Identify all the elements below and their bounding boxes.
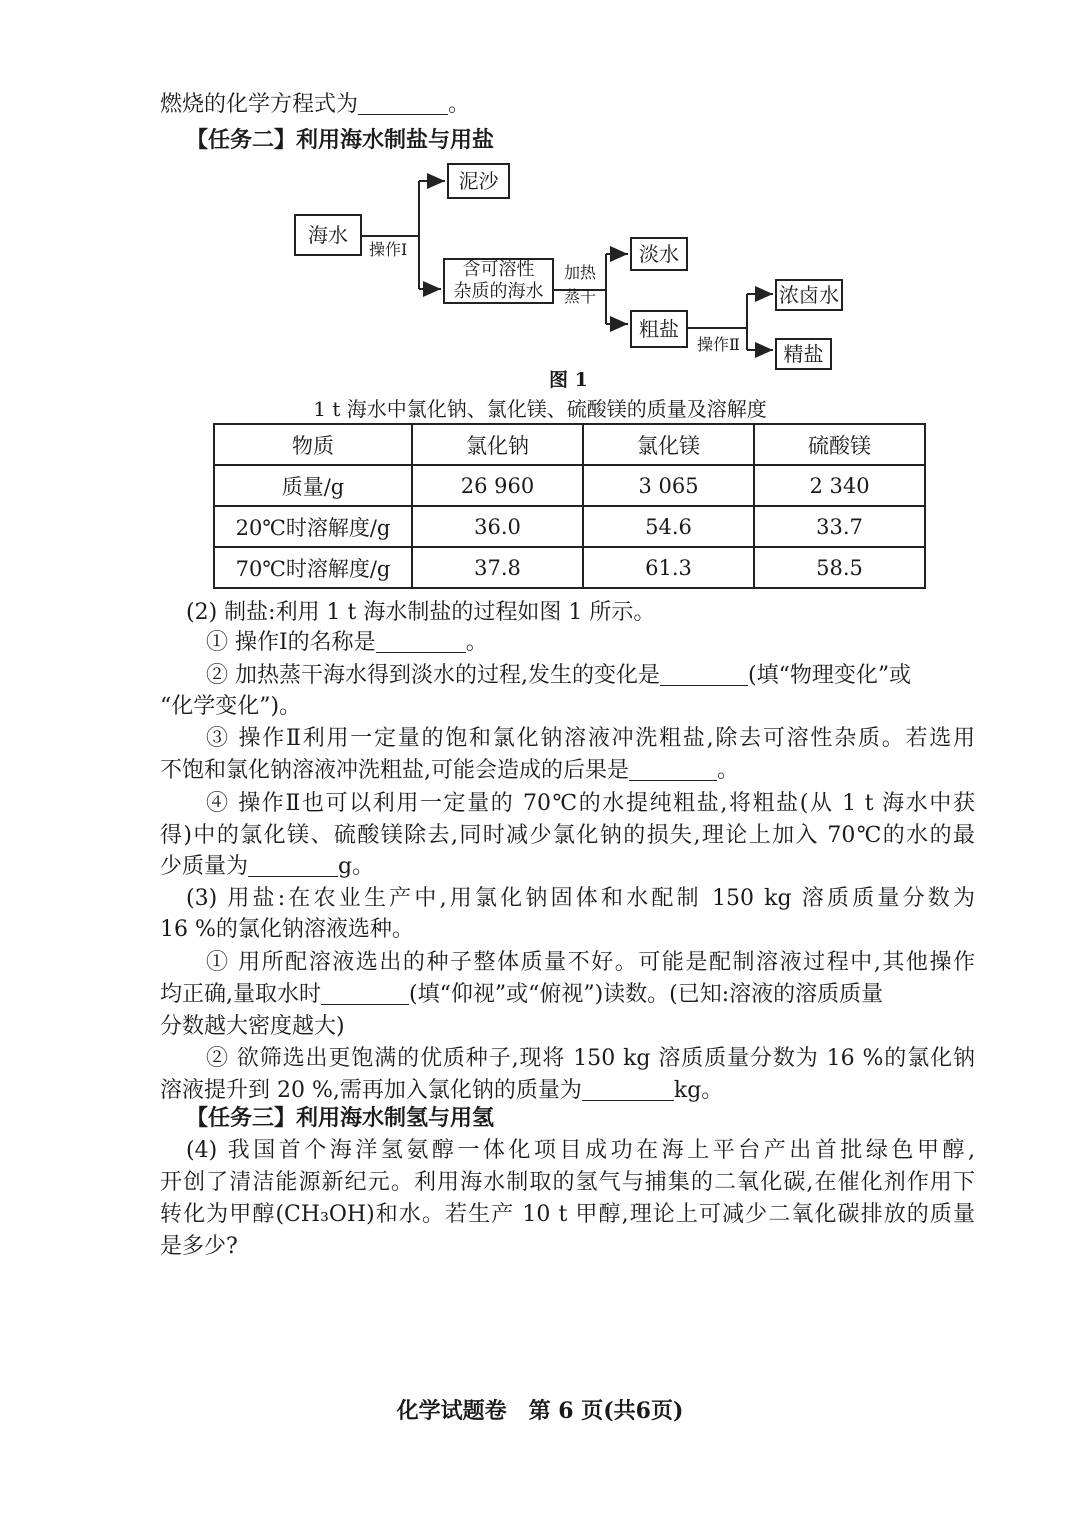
q2-sub1: ① 操作Ⅰ的名称是 。 [206, 630, 488, 655]
label-heat: 加热 [564, 263, 597, 282]
node-refined-salt: 精盐 [775, 338, 832, 370]
page-footer: 化学试题卷 第 6 页(共6页) [396, 1398, 684, 1424]
label-evaporate: 蒸干 [564, 287, 597, 306]
intro-line: 燃烧的化学方程式为 。 [160, 92, 471, 117]
table-cell: 33.7 [754, 506, 925, 547]
q4-line4: 是多少? [160, 1234, 238, 1259]
flowchart-connectors [0, 0, 1080, 380]
table-title: 1 t 海水中氯化钠、氯化镁、硫酸镁的质量及溶解度 [313, 397, 767, 421]
table-header-cell: 氯化钠 [412, 424, 583, 465]
table-row [214, 547, 925, 588]
label-operation-2: 操作Ⅱ [697, 335, 740, 354]
q4-line3: 转化为甲醇(CH₃OH)和水。若生产 10 t 甲醇,理论上可减少二氧化碳排放的质量 [160, 1202, 975, 1227]
task2-heading: 【任务二】利用海水制盐与用盐 [186, 127, 495, 153]
node-freshwater: 淡水 [630, 237, 688, 271]
q4-line2: 开创了清洁能源新纪元。利用海水制取的氢气与捕集的二氧化碳,在催化剂作用下 [160, 1170, 975, 1195]
node-mud: 泥沙 [447, 163, 510, 199]
table-cell: 61.3 [583, 547, 754, 588]
node-impure-seawater: 含可溶性 杂质的海水 [443, 258, 554, 304]
node-crude-salt: 粗盐 [630, 310, 688, 348]
q3-line1: (3) 用盐:在农业生产中,用氯化钠固体和水配制 150 kg 溶质质量分数为 [186, 886, 975, 911]
q2-sub4-line1: ④ 操作Ⅱ也可以利用一定量的 70℃的水提纯粗盐,将粗盐(从 1 t 海水中获 [206, 791, 975, 816]
label-operation-1: 操作Ⅰ [369, 240, 408, 259]
q2-sub4-line3: 少质量为 g。 [160, 854, 375, 879]
table-cell: 26 960 [412, 465, 583, 506]
answer-blank[interactable] [248, 854, 338, 877]
q3-sub2-line1: ② 欲筛选出更饱满的优质种子,现将 150 kg 溶质质量分数为 16 %的氯化钠 [206, 1046, 975, 1071]
table-cell: 37.8 [412, 547, 583, 588]
table-cell: 36.0 [412, 506, 583, 547]
table-header-cell: 硫酸镁 [754, 424, 925, 465]
table-cell: 20℃时溶解度/g [214, 506, 412, 547]
q2-intro: (2) 制盐:利用 1 t 海水制盐的过程如图 1 所示。 [186, 600, 656, 625]
q2-sub2-cont: “化学变化”)。 [160, 694, 302, 719]
q4-line1: (4) 我国首个海洋氢氨醇一体化项目成功在海上平台产出首批绿色甲醇, [186, 1138, 975, 1163]
node-seawater: 海水 [294, 214, 362, 256]
table-row [214, 506, 925, 547]
node-brine: 浓卤水 [775, 279, 843, 311]
q2-sub4-line2: 得)中的氯化镁、硫酸镁除去,同时减少氯化钠的损失,理论上加入 70℃的水的最 [160, 823, 975, 848]
table-cell: 3 065 [583, 465, 754, 506]
answer-blank[interactable] [321, 982, 409, 1005]
answer-blank[interactable] [376, 630, 466, 653]
task3-heading: 【任务三】利用海水制氢与用氢 [186, 1105, 495, 1131]
q2-sub3-line2: 不饱和氯化钠溶液冲洗粗盐,可能会造成的后果是 。 [160, 758, 740, 783]
answer-blank[interactable] [660, 663, 748, 686]
figure-caption: 图 1 [549, 369, 588, 391]
table-cell: 54.6 [583, 506, 754, 547]
table-cell: 2 340 [754, 465, 925, 506]
table-cell: 58.5 [754, 547, 925, 588]
table-cell: 质量/g [214, 465, 412, 506]
data-table [213, 423, 926, 589]
q3-sub1-line2: 均正确,量取水时 (填“仰视”或“俯视”)读数。(已知:溶液的溶质质量 [160, 982, 884, 1007]
q3-sub2-line2: 溶液提升到 20 %,需再加入氯化钠的质量为 kg。 [160, 1078, 724, 1103]
q2-sub3-line1: ③ 操作Ⅱ利用一定量的饱和氯化钠溶液冲洗粗盐,除去可溶性杂质。若选用 [206, 726, 975, 751]
table-row [214, 465, 925, 506]
q3-sub1-line1: ① 用所配溶液选出的种子整体质量不好。可能是配制溶液过程中,其他操作 [206, 950, 975, 975]
q2-sub2: ② 加热蒸干海水得到淡水的过程,发生的变化是 (填“物理变化”或 [206, 663, 912, 688]
table-header-row [214, 424, 925, 465]
answer-blank[interactable] [582, 1078, 674, 1101]
q3-sub1-line3: 分数越大密度越大) [160, 1014, 345, 1039]
table-header-cell: 氯化镁 [583, 424, 754, 465]
table-cell: 70℃时溶解度/g [214, 547, 412, 588]
table-header-cell: 物质 [214, 424, 412, 465]
q3-line2: 16 %的氯化钠溶液选种。 [160, 917, 414, 942]
answer-blank[interactable] [629, 758, 717, 781]
